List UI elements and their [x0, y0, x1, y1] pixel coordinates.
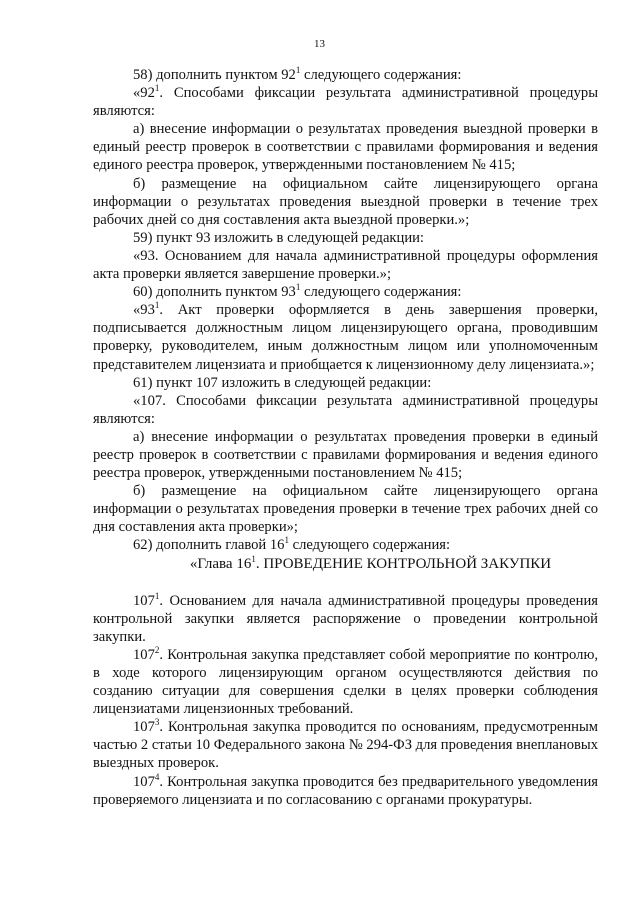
paragraph-clause-107-1	[93, 592, 598, 646]
superscript: 1	[154, 83, 160, 94]
paragraph-text: 61) пункт 107 изложить в следующей редакции:	[133, 374, 432, 391]
paragraph-item-58	[93, 66, 598, 84]
page-number: 13	[314, 38, 325, 50]
chapter-heading-sup: 1	[251, 553, 256, 564]
paragraph-text: 62) дополнить главой 16	[133, 537, 285, 554]
paragraph-text: 107	[133, 773, 155, 790]
paragraph-item-62	[93, 536, 598, 554]
paragraph-text: 58) дополнить пунктом 92	[133, 67, 296, 83]
paragraph-text: а) внесение информации о результатах проведения выездной проверки в единый реестр проверок в соответствии с правилами формирования и ведения единого реестра проверок, утвержденными постановлением № 415;	[93, 121, 598, 174]
superscript: 1	[295, 282, 301, 293]
paragraph-text: а) внесение информации о результатах проведения проверки в единый реестр проверок в соответствии с правилами формирования и ведения единого реестра проверок, утвержденными постановлением № 415;	[93, 428, 598, 482]
paragraph-clause-92-1-b	[93, 175, 598, 229]
paragraph-item-59	[93, 229, 598, 247]
paragraph-item-61	[93, 374, 598, 392]
superscript: 3	[154, 717, 160, 728]
paragraph-clause-93-1	[93, 301, 598, 373]
paragraph-text-cont: . Контрольная закупка проводится без предварительного уведомления проверяемого лицензиата и по согласованию с органами прокуратуры.	[93, 773, 598, 808]
paragraph-text-cont: . Контрольная закупка проводится по основаниям, предусмотренным частью 2 статьи 10 Федерального закона № 294-ФЗ для проведения внеплановых выездных проверок.	[93, 719, 598, 772]
superscript: 1	[154, 590, 160, 601]
paragraph-text: 107	[133, 646, 155, 663]
spacer	[93, 573, 598, 592]
paragraph-text-cont: следующего содержания:	[300, 67, 462, 83]
paragraph-clause-107-2	[93, 646, 598, 718]
paragraph-item-60	[93, 283, 598, 301]
document-body	[93, 66, 598, 809]
paragraph-text: 107	[133, 592, 155, 609]
paragraph-text: «92	[133, 85, 155, 102]
paragraph-text-cont: . Акт проверки оформляется в день завершения проверки, подписывается должностным лицом лицензирующего органа, проводившим проверку, руководителем, иным должностным лицом или уполномоченным представителем лицензиата и приобщается к лицензионному делу лицензиата.»;	[93, 302, 598, 373]
paragraph-clause-107-3	[93, 718, 598, 772]
chapter-heading-pre: «Глава 16	[189, 555, 252, 572]
paragraph-text: б) размещение на официальном сайте лицензирующего органа информации о результатах проведения проверки в течение трех рабочих дней со дня составления акта проверки»;	[93, 483, 598, 536]
paragraph-clause-107-4	[93, 773, 598, 809]
chapter-heading-post: . ПРОВЕДЕНИЕ КОНТРОЛЬНОЙ ЗАКУПКИ	[255, 555, 552, 572]
paragraph-text: «93. Основанием для начала административной процедуры оформления акта проверки является завершение проверки.»;	[93, 247, 598, 283]
paragraph-text-cont: следующего содержания:	[300, 284, 462, 301]
paragraph-text: 60) дополнить пунктом 93	[133, 284, 296, 301]
superscript: 2	[154, 645, 160, 656]
chapter-heading	[93, 555, 598, 573]
paragraph-clause-92-1-intro	[93, 84, 598, 120]
paragraph-text: б) размещение на официальном сайте лицензирующего органа информации о результатах проведения выездной проверки в течение трех рабочих дней со дня составления акта выездной проверки.»;	[93, 175, 598, 228]
superscript: 4	[154, 771, 160, 782]
paragraph-text: «93	[133, 302, 155, 319]
paragraph-text-cont: следующего содержания:	[288, 537, 451, 554]
amendments-section	[93, 66, 598, 555]
paragraph-text-cont: . Контрольная закупка представляет собой мероприятие по контролю, в ходе которого лицензирующим органом осуществляются действия по созданию ситуации для совершения сделки в целях проверки соблюдения лицензиатами лицензионных требований.	[93, 646, 598, 718]
paragraph-text-cont: . Основанием для начала административной процедуры проведения контрольной закупки является распоряжение о проведении контрольной закупки.	[93, 592, 598, 645]
paragraph-text-cont: . Способами фиксации результата административной процедуры являются:	[93, 85, 598, 120]
paragraph-text: «107. Способами фиксации результата административной процедуры являются:	[93, 392, 598, 427]
paragraph-clause-107-b	[93, 482, 598, 536]
paragraph-clause-93	[93, 247, 598, 283]
paragraph-text: 107	[133, 719, 155, 736]
superscript: 1	[154, 300, 160, 311]
paragraph-clause-107-a	[93, 428, 598, 482]
superscript: 1	[295, 65, 301, 76]
paragraph-text: 59) пункт 93 изложить в следующей редакции:	[133, 229, 424, 246]
superscript: 1	[284, 535, 289, 546]
chapter-section	[93, 592, 598, 809]
paragraph-clause-107-intro	[93, 392, 598, 428]
paragraph-clause-92-1-a	[93, 120, 598, 174]
